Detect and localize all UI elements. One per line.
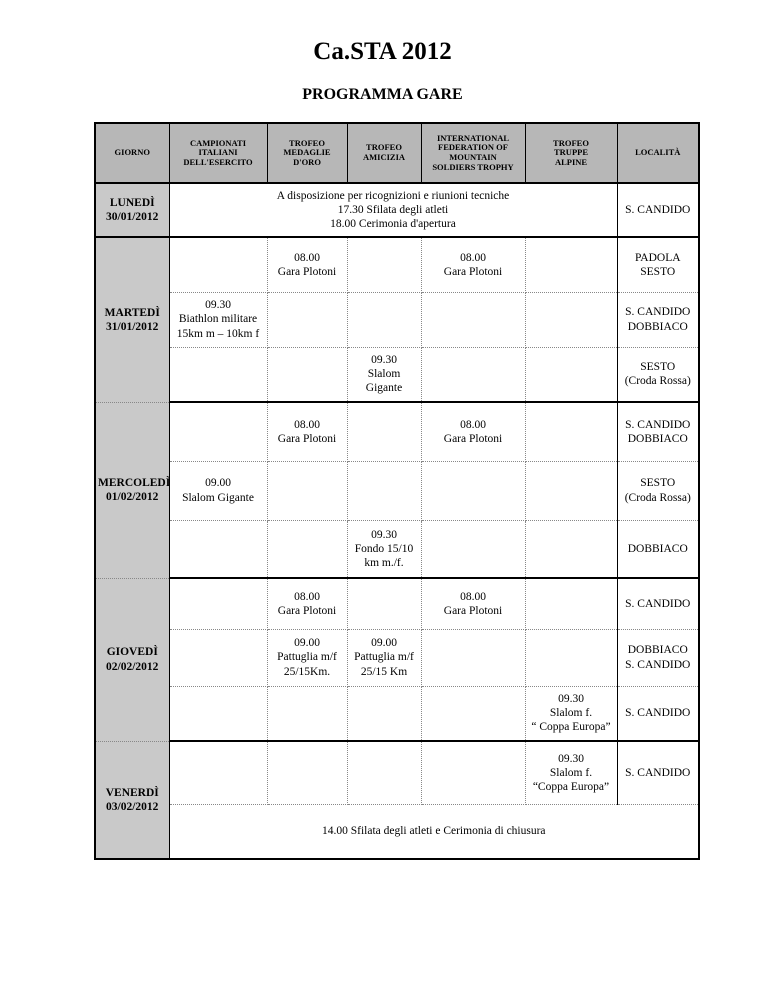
document-title: Ca.STA 2012 [313, 38, 452, 65]
schedule-table [94, 122, 700, 860]
location-cell: S. CANDIDO DOBBIACO [617, 292, 699, 347]
event-cell: 08.00 Gara Plotoni [267, 402, 347, 461]
day-cell-venerdi: VENERDÌ 03/02/2012 [95, 741, 169, 859]
event-cell: 09.30 Fondo 15/10 km m./f. [347, 520, 421, 578]
event-cell: 08.00 Gara Plotoni [267, 237, 347, 292]
header-localita: LOCALITÀ [617, 123, 699, 183]
closing-ceremony-cell: 14.00 Sfilata degli atleti e Cerimonia di chiusura [169, 804, 699, 859]
location-cell: DOBBIACO [617, 520, 699, 578]
table-row [95, 804, 699, 859]
header-soldiers-trophy: INTERNATIONAL FEDERATION OF MOUNTAIN SOLDIERS TROPHY [421, 123, 525, 183]
header-trofeo-truppe-alpine: TROFEO TRUPPE ALPINE [525, 123, 617, 183]
location-cell: S. CANDIDO [617, 183, 699, 237]
day-cell-martedi: MARTEDÌ 31/01/2012 [95, 237, 169, 402]
location-cell: S. CANDIDO [617, 686, 699, 741]
table-row [95, 402, 699, 461]
header-giorno: GIORNO [95, 123, 169, 183]
document-subtitle: PROGRAMMA GARE [302, 86, 463, 103]
location-cell: PADOLA SESTO [617, 237, 699, 292]
table-row [95, 629, 699, 686]
event-cell: 09.30 Biathlon militare 15km m – 10km f [169, 292, 267, 347]
table-row [95, 686, 699, 741]
location-cell: SESTO (Croda Rossa) [617, 461, 699, 520]
table-row [95, 237, 699, 292]
event-cell: 08.00 Gara Plotoni [267, 578, 347, 629]
event-cell: 09.00 Slalom Gigante [169, 461, 267, 520]
location-cell: SESTO (Croda Rossa) [617, 347, 699, 402]
event-cell: 09.00 Pattuglia m/f 25/15Km. [267, 629, 347, 686]
header-row [95, 123, 699, 183]
table-row [95, 741, 699, 804]
table-row [95, 461, 699, 520]
event-cell: 09.00 Pattuglia m/f 25/15 Km [347, 629, 421, 686]
table-row [95, 183, 699, 237]
header-campionati-italiani: CAMPIONATI ITALIANI DELL'ESERCITO [169, 123, 267, 183]
header-trofeo-medaglie-oro: TROFEO MEDAGLIE D'ORO [267, 123, 347, 183]
event-cell: 09.30 Slalom f. “Coppa Europa” [525, 741, 617, 804]
event-cell: 09.30 Slalom f. “ Coppa Europa” [525, 686, 617, 741]
location-cell: S. CANDIDO DOBBIACO [617, 402, 699, 461]
location-cell: DOBBIACO S. CANDIDO [617, 629, 699, 686]
location-cell: S. CANDIDO [617, 578, 699, 629]
event-cell: 09.30 Slalom Gigante [347, 347, 421, 402]
table-row [95, 292, 699, 347]
event-cell: 08.00 Gara Plotoni [421, 237, 525, 292]
location-cell: S. CANDIDO [617, 741, 699, 804]
day-cell-mercoledi: MERCOLEDÌ 01/02/2012 [95, 402, 169, 578]
event-cell: 08.00 Gara Plotoni [421, 402, 525, 461]
event-cell: 08.00 Gara Plotoni [421, 578, 525, 629]
table-row [95, 347, 699, 402]
info-cell: A disposizione per ricognizioni e riunioni tecniche 17.30 Sfilata degli atleti 18.00 Cerimonia d'apertura [169, 183, 617, 237]
table-row [95, 578, 699, 629]
header-trofeo-amicizia: TROFEO AMICIZIA [347, 123, 421, 183]
table-row [95, 520, 699, 578]
day-cell-giovedi: GIOVEDÌ 02/02/2012 [95, 578, 169, 741]
day-cell-lunedi: LUNEDÌ 30/01/2012 [95, 183, 169, 237]
